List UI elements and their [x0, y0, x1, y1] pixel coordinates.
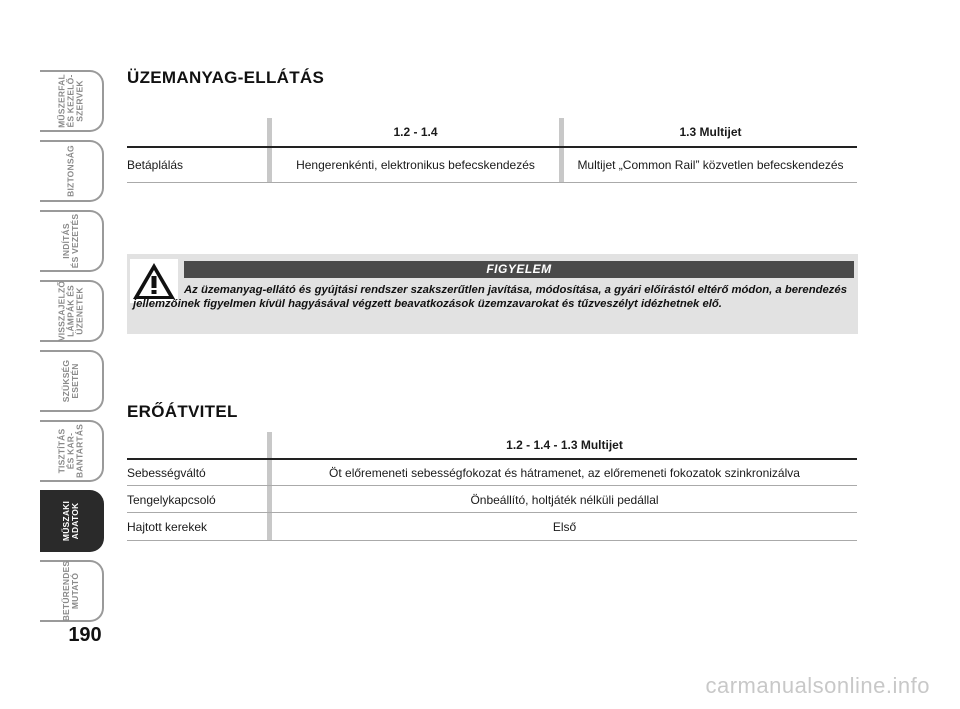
row-label: Sebességváltó: [127, 466, 206, 480]
warning-text: Az üzemanyag-ellátó és gyújtási rendszer szakszerűtlen javítása, módosítása, a gyári előírástól eltérő módon, a berendezés jellemzőinek figyelmen kívül hagyásával végzett beavatkozások üzemzavarokat és tűzveszélyt idézhetnek elő.: [133, 284, 847, 310]
tab-inditas[interactable]: [40, 210, 104, 272]
tab-label: MŰSZAKI ADATOK: [61, 500, 80, 542]
tab-muszaki-adatok[interactable]: [40, 490, 104, 552]
watermark: carmanualsonline.info: [705, 673, 930, 698]
table-row: [127, 513, 857, 540]
page-number: 190: [68, 624, 102, 646]
table-row: [127, 148, 857, 182]
section-title-fuel: ÜZEMANYAG-ELLÁTÁS: [127, 68, 325, 87]
table-cell: Öt előremeneti sebességfokozat és hátramenet, az előremeneti fokozatok szinkronizálva: [329, 466, 800, 480]
table-cell: Multijet „Common Rail” közvetlen befecskendezés: [577, 158, 844, 172]
table-row: [127, 486, 857, 512]
tab-szukseg[interactable]: [40, 350, 104, 412]
column-header: 1.3 Multijet: [679, 125, 742, 139]
table-cell: Első: [552, 520, 577, 534]
tab-label: TISZTÍTÁS ÉS KAR- BANTARTÁS: [56, 423, 85, 479]
table-cell: Hengerenkénti, elektronikus befecskendezés: [296, 158, 535, 172]
warning-title: FIGYELEM: [184, 261, 854, 278]
tab-label: BETŰRENDES MUTATÓ: [61, 560, 80, 622]
tab-biztonsag[interactable]: [40, 140, 104, 202]
tab-label: SZÜKSÉG ESETÉN: [61, 359, 80, 403]
tab-label: MŰSZERFAL ÉS KEZELŐ- SZERVEK: [56, 74, 85, 128]
tab-label: BIZTONSÁG: [65, 145, 76, 197]
warning-box: [127, 254, 858, 334]
column-header: 1.2 - 1.4 - 1.3 Multijet: [506, 438, 623, 452]
tab-visszajelzo[interactable]: [40, 280, 104, 342]
fuel-table: [127, 118, 857, 183]
side-tabs: [40, 70, 106, 630]
row-label: Betáplálás: [127, 158, 184, 172]
tab-muszerfal[interactable]: [40, 70, 104, 132]
tab-label: INDÍTÁS ÉS VEZETÉS: [61, 213, 80, 269]
tab-label: VISSZAJELZŐ LÁMPÁK ÉS ÜZENETEK: [56, 280, 85, 342]
row-label: Tengelykapcsoló: [127, 493, 216, 507]
section-title-transmission: ERŐÁTVITEL: [127, 402, 238, 421]
table-cell: Önbeállító, holtjáték nélküli pedállal: [470, 493, 659, 507]
tab-tisztitas[interactable]: [40, 420, 104, 482]
table-header-row: [127, 118, 857, 146]
row-label: Hajtott kerekek: [127, 520, 208, 534]
column-header: 1.2 - 1.4: [393, 125, 438, 139]
table-header-row: [127, 432, 857, 458]
table-row: [127, 460, 857, 485]
tab-beturendes[interactable]: [40, 560, 104, 622]
transmission-table: [127, 432, 857, 541]
